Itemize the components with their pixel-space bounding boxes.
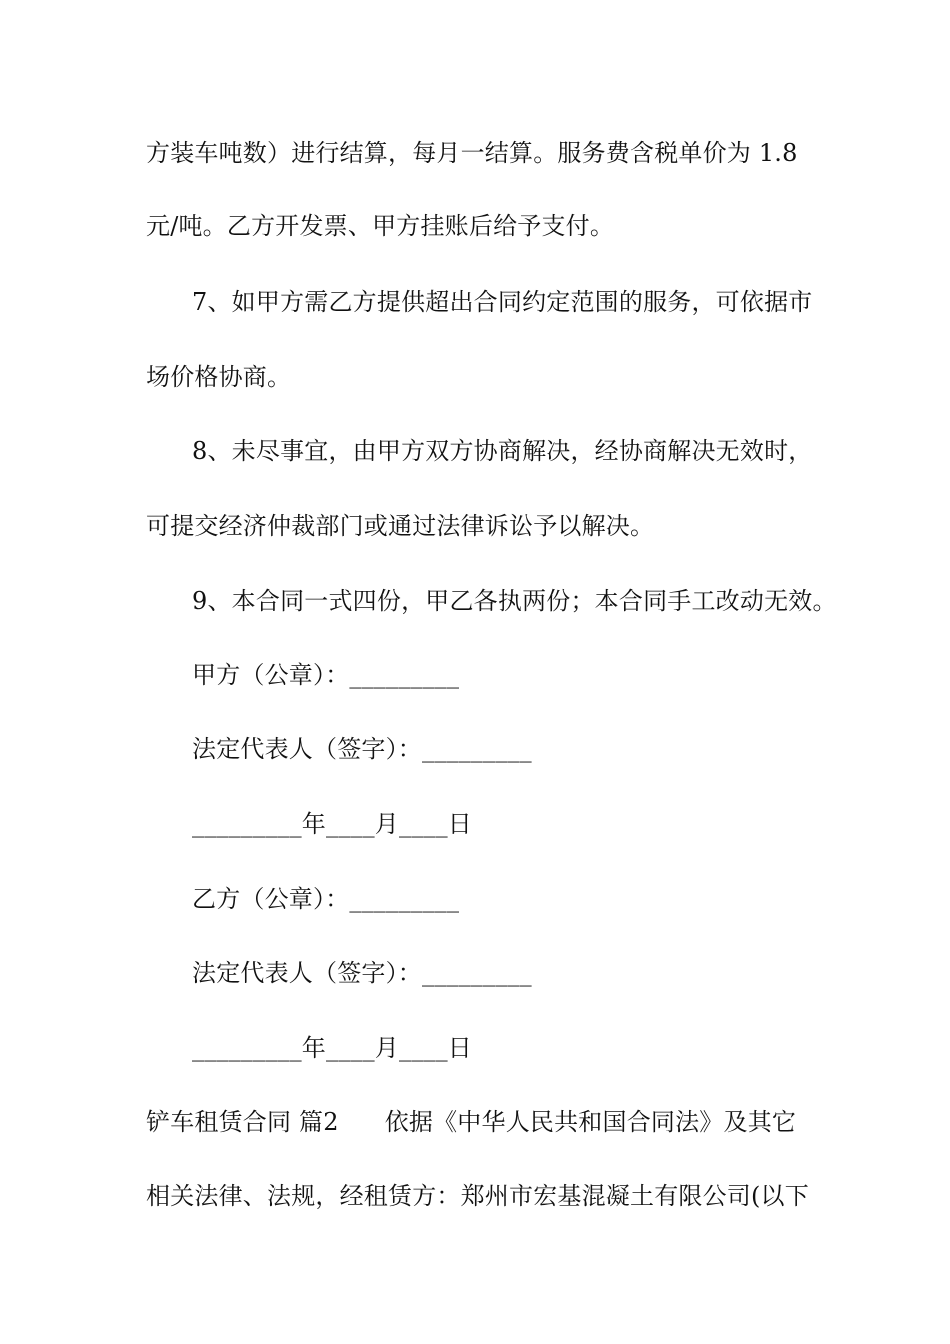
paragraph-line: 场价格协商。 [146, 363, 292, 391]
party-b-date-line: _________年____月____日 [192, 1034, 472, 1062]
section-2-heading: 铲车租赁合同 篇2 [146, 1108, 339, 1136]
section-2-intro: 依据《中华人民共和国合同法》及其它 [384, 1108, 797, 1136]
party-a-seal-line: 甲方（公章）：_________ [192, 661, 460, 689]
paragraph-line: 方装车吨数）进行结算，每月一结算。服务费含税单价为 1.8 [146, 139, 798, 167]
paragraph-line: 7、如甲方需乙方提供超出合同约定范围的服务，可依据市 [192, 288, 813, 316]
party-b-representative-line: 法定代表人（签字）：_________ [192, 959, 532, 987]
party-a-date-line: _________年____月____日 [192, 810, 472, 838]
paragraph-line: 9、本合同一式四份，甲乙各执两份；本合同手工改动无效。 [192, 587, 837, 615]
paragraph-line: 相关法律、法规，经租赁方：郑州市宏基混凝土有限公司(以下 [146, 1182, 809, 1210]
party-a-representative-line: 法定代表人（签字）：_________ [192, 735, 532, 763]
paragraph-line: 8、未尽事宜，由甲方双方协商解决，经协商解决无效时， [192, 437, 813, 465]
section-2-line [146, 1107, 816, 1137]
paragraph-line: 元/吨。乙方开发票、甲方挂账后给予支付。 [146, 212, 615, 240]
party-b-seal-line: 乙方（公章）：_________ [192, 885, 460, 913]
paragraph-line: 可提交经济仲裁部门或通过法律诉讼予以解决。 [146, 512, 655, 540]
